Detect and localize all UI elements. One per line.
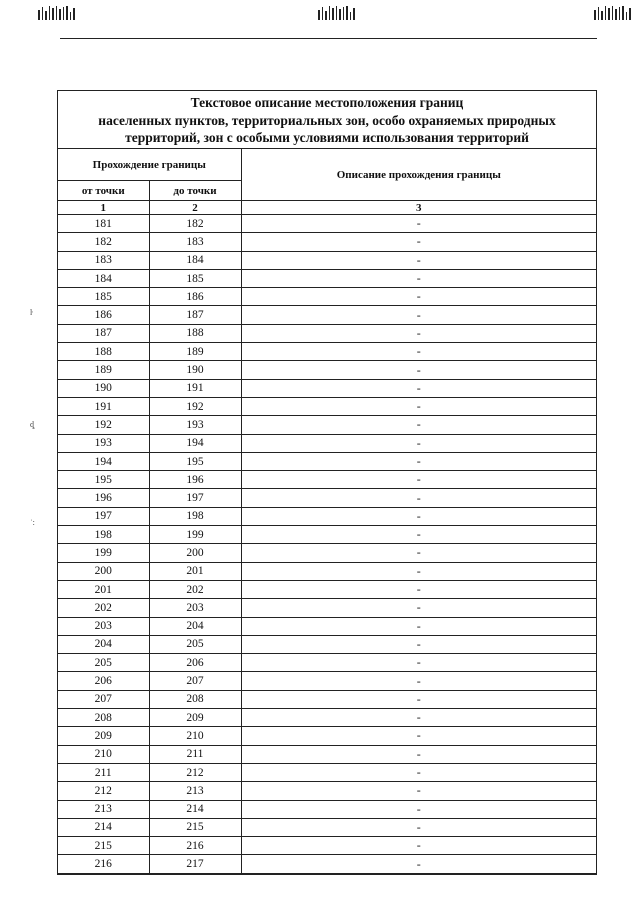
- cell-description: -: [241, 233, 596, 251]
- cell-from-point: 215: [58, 837, 149, 855]
- header-from-point: от точки: [58, 181, 149, 201]
- cell-to-point: 215: [149, 818, 241, 836]
- table-row: [58, 416, 596, 434]
- cell-to-point: 204: [149, 617, 241, 635]
- cell-from-point: 193: [58, 434, 149, 452]
- cell-from-point: 201: [58, 580, 149, 598]
- barcode-mark-left: [38, 6, 75, 20]
- column-number-3: 3: [241, 201, 596, 215]
- title-line: территорий, зон с особыми условиями использования территорий: [125, 130, 529, 145]
- cell-to-point: 190: [149, 361, 241, 379]
- cell-to-point: 216: [149, 837, 241, 855]
- cell-description: -: [241, 635, 596, 653]
- table-row: [58, 654, 596, 672]
- cell-description: -: [241, 361, 596, 379]
- cell-to-point: 206: [149, 654, 241, 672]
- cell-description: -: [241, 727, 596, 745]
- cell-to-point: 214: [149, 800, 241, 818]
- table-row: [58, 580, 596, 598]
- cell-from-point: 192: [58, 416, 149, 434]
- cell-description: -: [241, 434, 596, 452]
- cell-from-point: 204: [58, 635, 149, 653]
- barcode-mark-right: [594, 6, 631, 20]
- cell-from-point: 206: [58, 672, 149, 690]
- table-row: [58, 635, 596, 653]
- cell-description: -: [241, 782, 596, 800]
- cell-description: -: [241, 215, 596, 233]
- cell-to-point: 209: [149, 709, 241, 727]
- cell-description: -: [241, 580, 596, 598]
- cell-from-point: 214: [58, 818, 149, 836]
- cell-description: -: [241, 763, 596, 781]
- cell-from-point: 181: [58, 215, 149, 233]
- cell-to-point: 213: [149, 782, 241, 800]
- cell-from-point: 191: [58, 397, 149, 415]
- cell-from-point: 198: [58, 526, 149, 544]
- table-row: [58, 507, 596, 525]
- table-row: [58, 837, 596, 855]
- cell-to-point: 208: [149, 690, 241, 708]
- cell-to-point: 195: [149, 452, 241, 470]
- boundary-table: [58, 149, 596, 874]
- cell-to-point: 187: [149, 306, 241, 324]
- cell-from-point: 189: [58, 361, 149, 379]
- cell-description: -: [241, 306, 596, 324]
- cell-description: -: [241, 288, 596, 306]
- table-row: [58, 343, 596, 361]
- cell-description: -: [241, 599, 596, 617]
- cell-description: -: [241, 617, 596, 635]
- cell-to-point: 205: [149, 635, 241, 653]
- cell-from-point: 199: [58, 544, 149, 562]
- cell-from-point: 185: [58, 288, 149, 306]
- table-row: [58, 434, 596, 452]
- cell-to-point: 194: [149, 434, 241, 452]
- cell-from-point: 188: [58, 343, 149, 361]
- cell-from-point: 197: [58, 507, 149, 525]
- cell-description: -: [241, 745, 596, 763]
- table-row: [58, 471, 596, 489]
- cell-from-point: 196: [58, 489, 149, 507]
- column-number-2: 2: [149, 201, 241, 215]
- cell-to-point: 188: [149, 324, 241, 342]
- scan-speck: ȡ: [30, 420, 34, 429]
- table-row: [58, 599, 596, 617]
- cell-from-point: 190: [58, 379, 149, 397]
- cell-to-point: 201: [149, 562, 241, 580]
- cell-to-point: 198: [149, 507, 241, 525]
- table-row: [58, 745, 596, 763]
- cell-from-point: 207: [58, 690, 149, 708]
- column-number-1: 1: [58, 201, 149, 215]
- cell-from-point: 216: [58, 855, 149, 873]
- cell-from-point: 182: [58, 233, 149, 251]
- header-passage: Прохождение границы: [58, 149, 241, 181]
- cell-from-point: 194: [58, 452, 149, 470]
- cell-description: -: [241, 343, 596, 361]
- table-row: [58, 562, 596, 580]
- cell-to-point: 202: [149, 580, 241, 598]
- header-rule: [60, 38, 597, 39]
- table-row: [58, 855, 596, 873]
- cell-to-point: 212: [149, 763, 241, 781]
- cell-description: -: [241, 562, 596, 580]
- barcode-mark-center: [318, 6, 355, 20]
- cell-from-point: 186: [58, 306, 149, 324]
- table-row: [58, 489, 596, 507]
- cell-description: -: [241, 855, 596, 873]
- cell-from-point: 202: [58, 599, 149, 617]
- table-row: [58, 818, 596, 836]
- cell-to-point: 186: [149, 288, 241, 306]
- cell-description: -: [241, 709, 596, 727]
- header-description: Описание прохождения границы: [241, 149, 596, 201]
- table-row: [58, 361, 596, 379]
- table-row: [58, 617, 596, 635]
- title-line: Текстовое описание местоположения границ: [190, 95, 464, 110]
- table-row: [58, 727, 596, 745]
- cell-to-point: 189: [149, 343, 241, 361]
- cell-description: -: [241, 471, 596, 489]
- table-row: [58, 397, 596, 415]
- table-row: [58, 672, 596, 690]
- document-frame: [57, 90, 597, 875]
- cell-from-point: 212: [58, 782, 149, 800]
- table-row: [58, 526, 596, 544]
- cell-to-point: 185: [149, 269, 241, 287]
- scan-speck: ˙:: [30, 518, 35, 527]
- cell-from-point: 205: [58, 654, 149, 672]
- cell-description: -: [241, 452, 596, 470]
- cell-from-point: 200: [58, 562, 149, 580]
- cell-from-point: 184: [58, 269, 149, 287]
- table-row: [58, 709, 596, 727]
- cell-description: -: [241, 416, 596, 434]
- cell-description: -: [241, 269, 596, 287]
- cell-to-point: 217: [149, 855, 241, 873]
- cell-description: -: [241, 379, 596, 397]
- cell-description: -: [241, 489, 596, 507]
- cell-to-point: 182: [149, 215, 241, 233]
- cell-from-point: 208: [58, 709, 149, 727]
- table-row: [58, 544, 596, 562]
- cell-description: -: [241, 837, 596, 855]
- title-line: населенных пунктов, территориальных зон, особо охраняемых природных: [98, 112, 556, 128]
- cell-to-point: 193: [149, 416, 241, 434]
- cell-to-point: 203: [149, 599, 241, 617]
- cell-to-point: 191: [149, 379, 241, 397]
- cell-to-point: 199: [149, 526, 241, 544]
- cell-description: -: [241, 672, 596, 690]
- cell-description: -: [241, 818, 596, 836]
- document-title: [58, 91, 596, 149]
- cell-description: -: [241, 690, 596, 708]
- scan-speck: ŀ: [30, 308, 33, 317]
- cell-to-point: 183: [149, 233, 241, 251]
- header-to-point: до точки: [149, 181, 241, 201]
- table-row: [58, 690, 596, 708]
- cell-from-point: 195: [58, 471, 149, 489]
- table-row: [58, 215, 596, 233]
- cell-from-point: 203: [58, 617, 149, 635]
- cell-to-point: 196: [149, 471, 241, 489]
- cell-from-point: 187: [58, 324, 149, 342]
- cell-description: -: [241, 654, 596, 672]
- table-row: [58, 288, 596, 306]
- cell-description: -: [241, 324, 596, 342]
- cell-description: -: [241, 507, 596, 525]
- cell-from-point: 213: [58, 800, 149, 818]
- cell-to-point: 184: [149, 251, 241, 269]
- cell-to-point: 197: [149, 489, 241, 507]
- cell-description: -: [241, 397, 596, 415]
- table-row: [58, 324, 596, 342]
- cell-to-point: 211: [149, 745, 241, 763]
- cell-to-point: 207: [149, 672, 241, 690]
- cell-from-point: 210: [58, 745, 149, 763]
- table-row: [58, 269, 596, 287]
- table-row: [58, 251, 596, 269]
- cell-description: -: [241, 544, 596, 562]
- table-row: [58, 379, 596, 397]
- cell-to-point: 200: [149, 544, 241, 562]
- cell-description: -: [241, 526, 596, 544]
- table-row: [58, 800, 596, 818]
- cell-description: -: [241, 800, 596, 818]
- table-row: [58, 306, 596, 324]
- cell-from-point: 211: [58, 763, 149, 781]
- table-row: [58, 782, 596, 800]
- table-row: [58, 452, 596, 470]
- cell-to-point: 210: [149, 727, 241, 745]
- table-body: [58, 215, 596, 874]
- cell-to-point: 192: [149, 397, 241, 415]
- table-row: [58, 763, 596, 781]
- cell-description: -: [241, 251, 596, 269]
- cell-from-point: 183: [58, 251, 149, 269]
- cell-from-point: 209: [58, 727, 149, 745]
- table-row: [58, 233, 596, 251]
